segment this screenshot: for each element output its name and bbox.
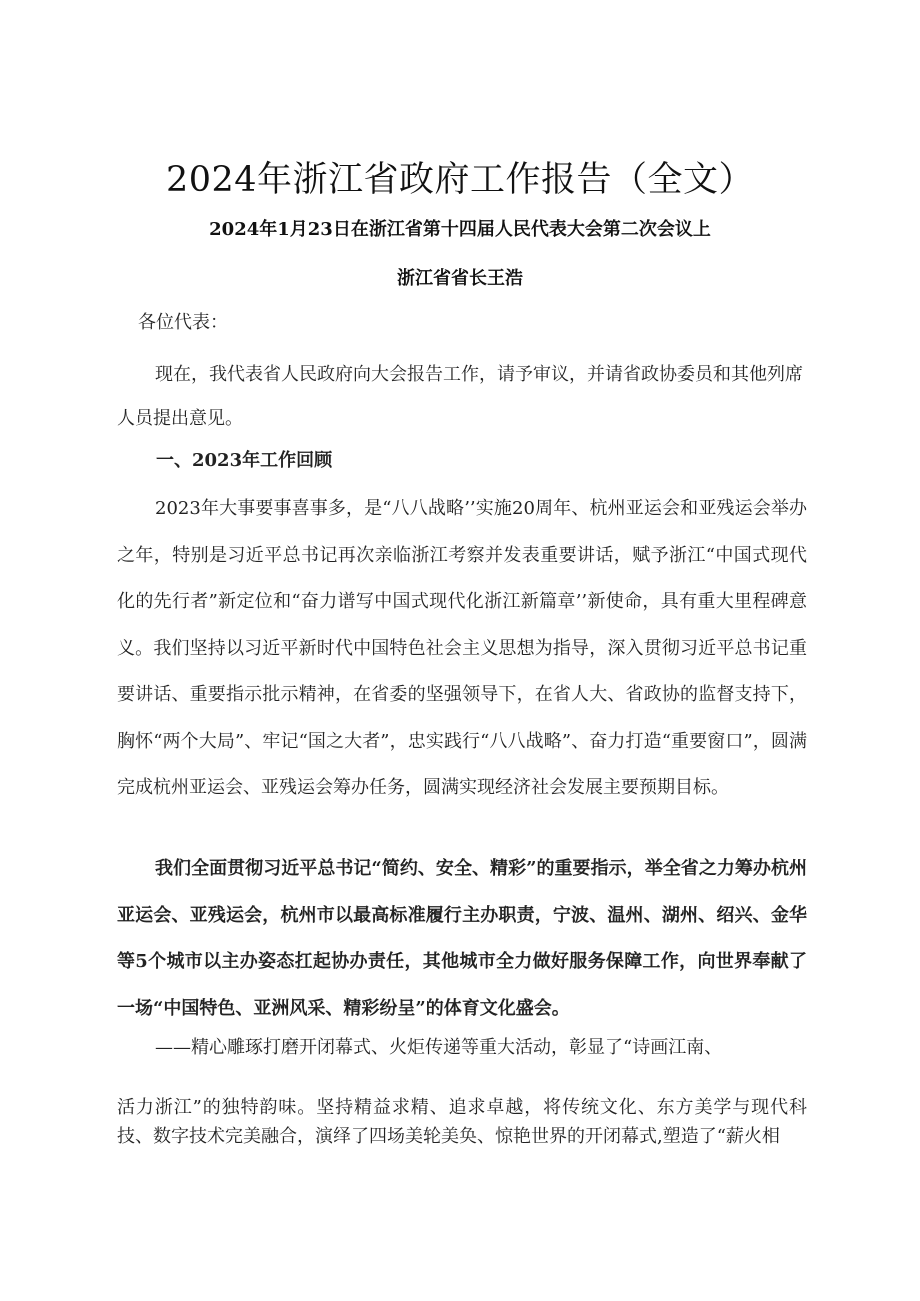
- section-heading: 一、2023年工作回顾: [156, 450, 333, 471]
- document-speaker: 浙江省省长王浩: [397, 268, 523, 289]
- asian-games-paragraph: 我们全面贯彻习近平总书记“简约、安全、精彩”的重要指示，举全省之力筹办杭州亚运会、亚残运会，杭州市以最高标准履行主办职责，宁波、温州、湖州、绍兴、金华等5个城市以主办姿态扛起协办责任，其他城市全力做好服务保障工作，向世界奉献了一场“中国特色、亚洲风采、精彩纷呈”的体育文化盛会。: [117, 858, 807, 1019]
- document-title: 2024年浙江省政府工作报告（全文）: [165, 160, 755, 200]
- ceremony-paragraph-body: 活力浙江”的独特韵味。坚持精益求精、追求卓越，将传统文化、东方美学与现代科技、数字技术完美融合，演绎了四场美轮美奂、惊艳世界的开闭幕式,塑造了“薪火相: [117, 1097, 807, 1147]
- ceremony-paragraph-lead: ——精心雕琢打磨开闭幕式、火炬传递等重大活动，彰显了“诗画江南、: [155, 1037, 723, 1058]
- intro-paragraph: 现在，我代表省人民政府向大会报告工作，请予审议，并请省政协委员和其他列席人员提出意见。: [117, 364, 803, 429]
- document-subtitle: 2024年1月23日在浙江省第十四届人民代表大会第二次会议上: [209, 219, 711, 240]
- review-paragraph: 2023年大事要事喜事多，是“八八战略’’实施20周年、杭州亚运会和亚残运会举办之年，特别是习近平总书记再次亲临浙江考察并发表重要讲话，赋予浙江“中国式现代化的先行者”新定位和“奋力谱写中国式现代化浙江新篇章’’新使命，具有重大里程碑意义。我们坚持以习近平新时代中国特色社会主义思想为指导，深入贯彻习近平总书记重要讲话、重要指示批示精神，在省委的坚强领导下，在省人大、省政协的监督支持下，胸怀“两个大局”、牢记“国之大者”，忠实践行“八八战略”、奋力打造“重要窗口”，圆满完成杭州亚运会、亚残运会筹办任务，圆满实现经济社会发展主要预期目标。: [117, 498, 807, 798]
- salutation: 各位代表：: [138, 312, 228, 333]
